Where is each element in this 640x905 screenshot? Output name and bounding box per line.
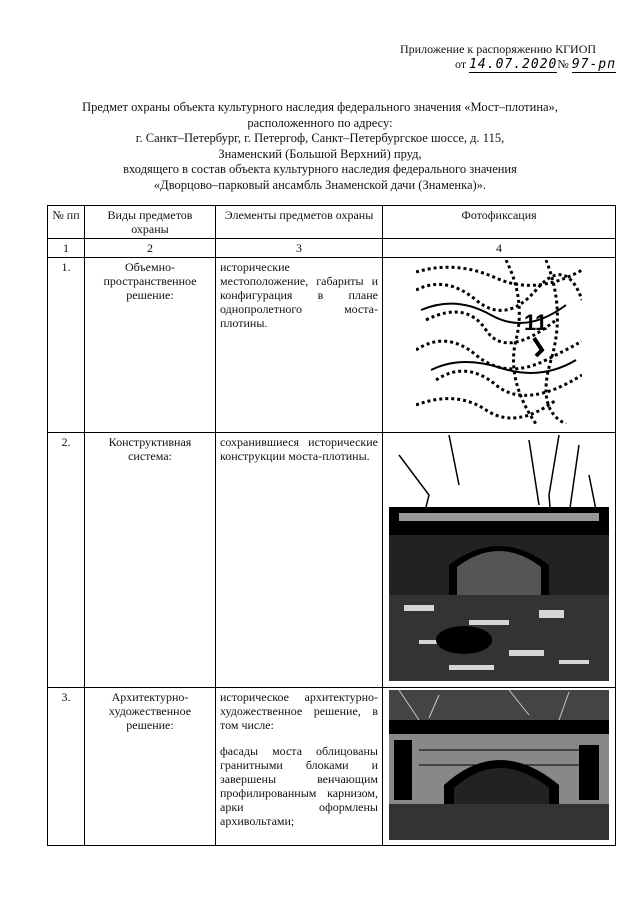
row-type: Объемно-пространственное решение:: [85, 258, 216, 433]
annex-date-line: [400, 57, 630, 72]
document-heading: [60, 100, 580, 193]
row-elements-extra: фасады моста облицованы гранитными блоками и завершены венчающим профилированным карнизом, арки оформлены архивольтами;: [220, 744, 378, 828]
table-row: [48, 433, 616, 688]
col-number-2: 2: [85, 239, 216, 258]
row-elements: сохранившиеся исторические конструкции моста-плотины.: [216, 433, 383, 688]
protection-table: [47, 205, 616, 846]
row-number: 3.: [48, 688, 85, 846]
row-elements-main: историческое архитектурно-художественное решение, в том числе:: [220, 690, 378, 732]
header-type: Виды предметов охраны: [85, 206, 216, 239]
plan-label: 11: [524, 310, 548, 335]
heading-line-5: входящего в состав объекта культурного наследия федерального значения: [123, 162, 517, 176]
heading-line-3: г. Санкт–Петербург, г. Петергоф, Санкт–Петербургское шоссе, д. 115,: [135, 131, 505, 145]
heading-line-2: расположенного по адресу:: [247, 115, 393, 130]
col-number-1: 1: [48, 239, 85, 258]
header-elements: Элементы предметов охраны: [216, 206, 383, 239]
col-number-3: 3: [216, 239, 383, 258]
annex-reference: [400, 42, 630, 72]
bridge-photo-structure: [389, 435, 609, 681]
row-elements: [216, 688, 383, 846]
row-number: 1.: [48, 258, 85, 433]
header-number: № пп: [48, 206, 85, 239]
row-elements: исторические местоположение, габариты и конфигурация в плане однопролетного моста-плотины.: [216, 258, 383, 433]
heading-line-4: Знаменский (Большой Верхний) пруд,: [218, 146, 422, 161]
col-number-4: 4: [383, 239, 616, 258]
row-photo-cell: [383, 688, 616, 846]
annex-number: 97-рп: [571, 57, 616, 72]
row-photo-cell: [383, 433, 616, 688]
heading-line-6: «Дворцово–парковый ансамбль Знаменской дачи (Знаменка)».: [153, 177, 487, 192]
heading-line-1: Предмет охраны объекта культурного наследия федерального значения «Мост–плотина»,: [82, 100, 558, 114]
annex-date: 14.07.2020: [469, 57, 558, 72]
table-header-row: [48, 206, 616, 239]
plan-fragment-image: [416, 260, 582, 424]
annex-title: Приложение к распоряжению КГИОП: [400, 42, 597, 56]
row-number: 2.: [48, 433, 85, 688]
table-row: [48, 258, 616, 433]
row-photo-cell: [383, 258, 616, 433]
table-column-numbers: [48, 239, 616, 258]
row-type: Конструктивная система:: [85, 433, 216, 688]
table-row: [48, 688, 616, 846]
annex-prefix: от: [455, 57, 467, 71]
header-photo: Фотофиксация: [383, 206, 616, 239]
bridge-photo-facade: [389, 690, 609, 840]
row-type: Архитектурно-художественное решение:: [85, 688, 216, 846]
annex-number-mark: №: [557, 57, 569, 71]
